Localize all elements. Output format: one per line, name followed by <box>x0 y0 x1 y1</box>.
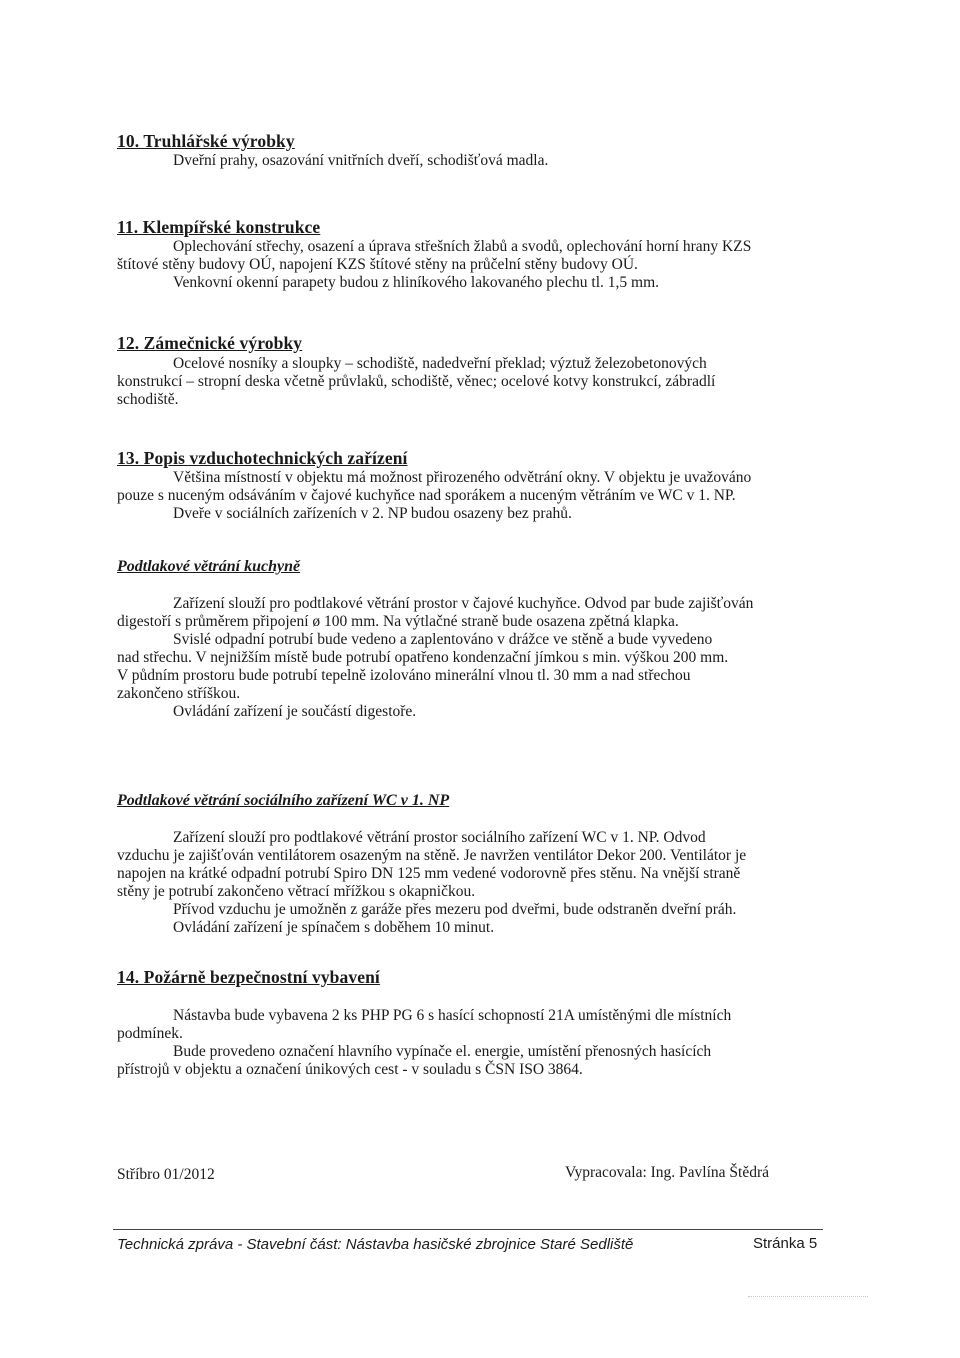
text-line: napojen na krátké odpadní potrubí Spiro DN 125 mm vedené vodorovně přes stěnu. Na vnější straně <box>117 865 741 882</box>
text-line: Zařízení slouží pro podtlakové větrání prostor v čajové kuchyňce. Odvod par bude zajišťován <box>173 595 754 612</box>
section-11-text <box>117 238 847 292</box>
text-line: Oplechování střechy, osazení a úprava střešních žlabů a svodů, oplechování horní hrany KZS <box>173 238 752 255</box>
text-line: V půdním prostoru bude potrubí tepelně izolováno minerální vlnou tl. 30 mm a nad střechou <box>117 667 691 684</box>
text-line: Přívod vzduchu je umožněn z garáže přes mezeru pod dveřmi, bude odstraněn dveřní práh. <box>173 901 737 918</box>
section-11-heading: 11. Klempířské konstrukce <box>117 217 321 237</box>
text-line: Bude provedeno označení hlavního vypínače el. energie, umístění přenosných hasících <box>173 1043 712 1060</box>
section-12-heading: 12. Zámečnické výrobky <box>117 333 303 353</box>
wc-ventilation-text <box>117 829 847 937</box>
text-line: Většina místností v objektu má možnost přirozeného odvětrání okny. V objektu je uvažováno <box>173 469 752 486</box>
text-line: Svislé odpadní potrubí bude vedeno a zaplentováno v drážce ve stěně a bude vyvedeno <box>173 631 713 648</box>
text-line: přístrojů v objektu a označení únikových cest - v souladu s ČSN ISO 3864. <box>117 1061 583 1078</box>
place-date: Stříbro 01/2012 <box>117 1166 215 1183</box>
footer-divider <box>113 1229 823 1230</box>
text-line: stěny je potrubí zakončeno větrací mřížkou s okapničkou. <box>117 883 476 900</box>
text-line: Nástavba bude vybavena 2 ks PHP PG 6 s hasící schopností 21A umístěnými dle místních <box>173 1007 732 1024</box>
section-14-heading: 14. Požárně bezpečnostní vybavení <box>117 967 380 987</box>
wc-ventilation-heading: Podtlakové větrání sociálního zařízení WC v 1. NP <box>117 792 450 809</box>
text-line: Ovládání zařízení je spínačem s doběhem 10 minut. <box>173 919 495 936</box>
section-13-text <box>117 469 847 523</box>
section-10-heading: 10. Truhlářské výrobky <box>117 131 295 151</box>
text-line: štítové stěny budovy OÚ, napojení KZS štítové stěny na průčelní stěny budovy OÚ. <box>117 256 638 273</box>
text-line: Dveřní prahy, osazování vnitřních dveří, schodišťová madla. <box>173 152 549 169</box>
text-line: pouze s nuceným odsáváním v čajové kuchyňce nad sporákem a nuceným větráním ve WC v 1. NP. <box>117 487 736 504</box>
footer-page-number: Stránka 5 <box>753 1235 818 1252</box>
section-10-text <box>173 152 548 170</box>
text-line: Ovládání zařízení je součástí digestoře. <box>173 703 417 720</box>
text-line: digestoří s průměrem připojení ø 100 mm. Na výtlačné straně bude osazena zpětná klapka. <box>117 613 679 630</box>
section-12-text <box>117 355 847 409</box>
footer-title: Technická zpráva - Stavební část: Nástavba hasičské zbrojnice Staré Sedliště <box>117 1236 634 1253</box>
text-line: schodiště. <box>117 391 179 408</box>
section-14-text <box>117 1007 847 1079</box>
text-line: Dveře v sociálních zařízeních v 2. NP budou osazeny bez prahů. <box>173 505 572 522</box>
text-line: konstrukcí – stropní deska včetně průvlaků, schodiště, věnec; ocelové kotvy konstrukcí, zábradlí <box>117 373 716 390</box>
kitchen-ventilation-heading: Podtlakové větrání kuchyně <box>117 558 301 575</box>
scan-artifact <box>748 1296 868 1298</box>
text-line: vzduchu je zajišťován ventilátorem osazeným na stěně. Je navržen ventilátor Dekor 200. Ventilátor je <box>117 847 747 864</box>
text-line: nad střechu. V nejnižším místě bude potrubí opatřeno kondenzační jímkou s min. výškou 200 mm. <box>117 649 729 666</box>
text-line: Zařízení slouží pro podtlakové větrání prostor sociálního zařízení WC v 1. NP. Odvod <box>173 829 706 846</box>
text-line: podmínek. <box>117 1025 183 1042</box>
kitchen-ventilation-text <box>117 595 847 721</box>
section-13-heading: 13. Popis vzduchotechnických zařízení <box>117 448 408 468</box>
text-line: Venkovní okenní parapety budou z hliníkového lakovaného plechu tl. 1,5 mm. <box>173 274 659 291</box>
prepared-by: Vypracovala: Ing. Pavlína Štědrá <box>565 1164 770 1181</box>
text-line: zakončeno stříškou. <box>117 685 241 702</box>
text-line: Ocelové nosníky a sloupky – schodiště, nadedveřní překlad; výztuž železobetonových <box>173 355 707 372</box>
